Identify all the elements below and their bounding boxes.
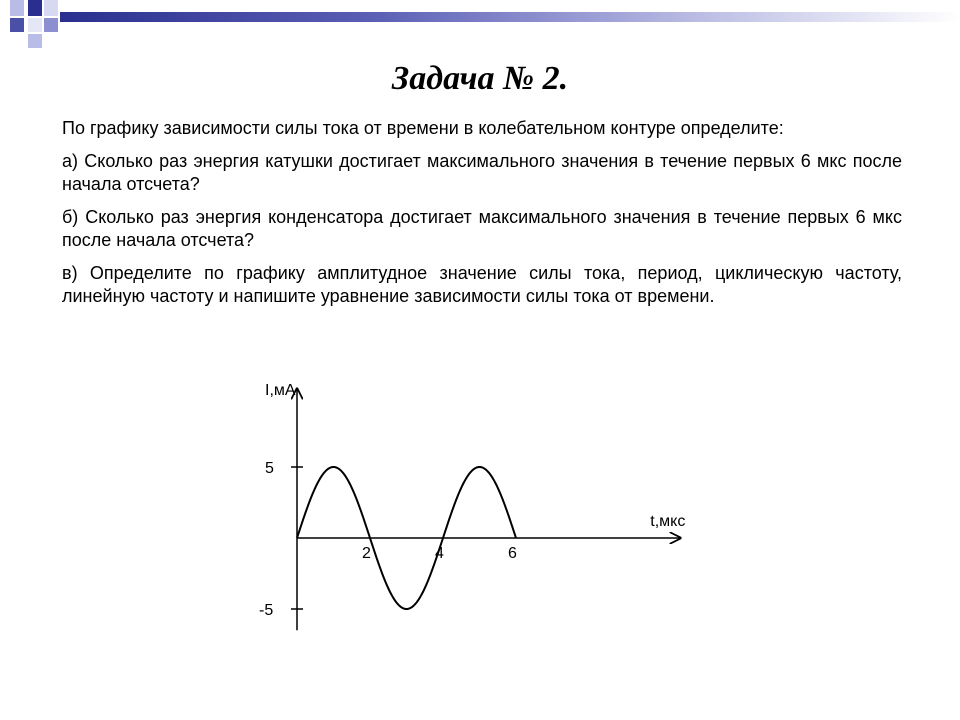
y-tick-label: -5 xyxy=(259,602,274,619)
x-axis-label: t,мкс xyxy=(650,513,686,530)
task-question-c: в) Определите по графику амплитудное значение силы тока, период, циклическую частоту, линейную частоту и напишите уравнение зависимости силы тока от времени. xyxy=(62,263,902,306)
y-axis-label: I,мА xyxy=(265,381,296,399)
task-question-b: б) Сколько раз энергия конденсатора достигает максимального значения в течение первых 6 мкс после начала отсчета? xyxy=(62,207,902,250)
y-tick-label: 5 xyxy=(265,460,274,477)
task-question-a: а) Сколько раз энергия катушки достигает максимального значения в течение первых 6 мкс после начала отсчета? xyxy=(62,151,902,194)
slide-title: Задача № 2. xyxy=(391,60,569,97)
task-intro: По графику зависимости силы тока от времени в колебательном контуре определите: xyxy=(62,118,784,138)
x-tick-label: 4 xyxy=(435,545,444,562)
x-tick-label: 2 xyxy=(362,545,371,562)
x-tick-label: 6 xyxy=(508,545,517,562)
